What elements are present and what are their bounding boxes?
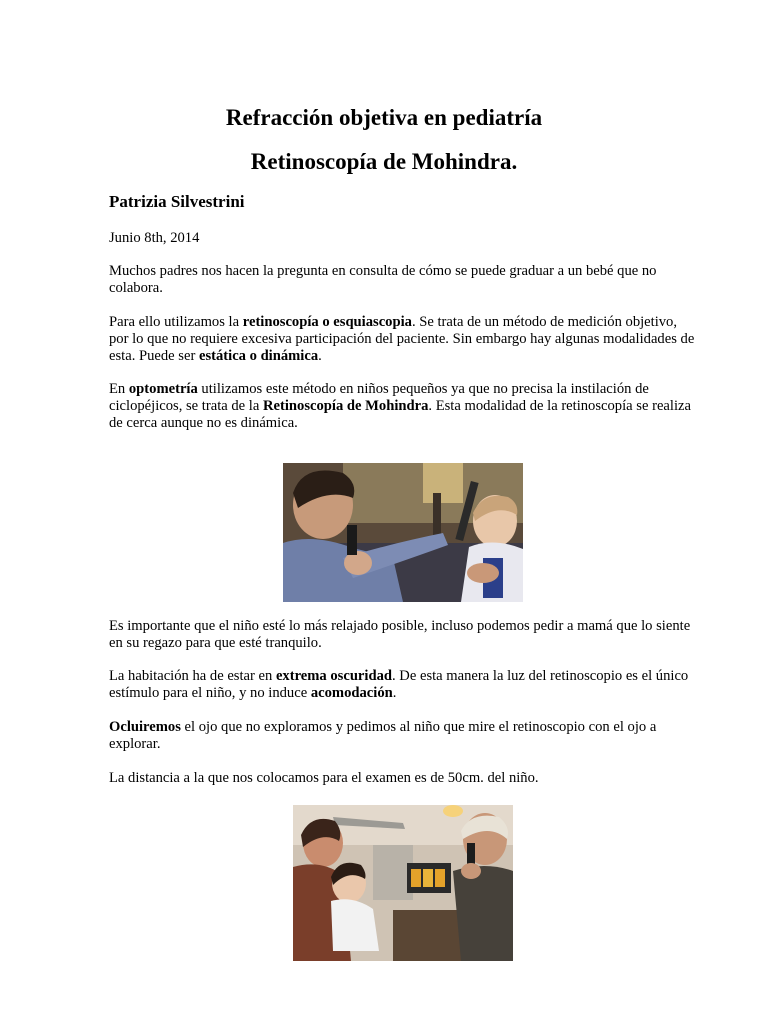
p5-text-a: La habitación ha de estar en <box>109 668 276 684</box>
photo-examination-room <box>293 805 513 961</box>
p3-text-e: . Esta modalidad de la retinoscopía se realiza de cerca aunque no es dinámica. <box>109 398 691 431</box>
p3-text-c: utilizamos este método en niños pequeños ya que no precisa la instilación de ciclopéjicos, se trata de la <box>109 381 649 414</box>
paragraph-7: La distancia a la que nos colocamos para el examen es de 50cm. del niño. <box>109 770 539 786</box>
p2-bold-estatica: estática o dinámica <box>198 348 319 364</box>
document-title: Refracción objetiva en pediatría <box>225 105 543 130</box>
photo-retinoscopy-baby-image <box>283 463 523 602</box>
document-subtitle: Retinoscopía de Mohindra. <box>250 149 518 174</box>
p2-bold-retinoscopia: retinoscopía o esquiascopia <box>242 314 412 330</box>
p2-text-a: Para ello utilizamos la <box>109 314 243 330</box>
p2-text-e: . <box>318 348 322 364</box>
p5-text-c: . De esta manera la luz del retinoscopio es el único estímulo para el niño, y no induce <box>109 668 689 701</box>
date-line: Junio 8th, 2014 <box>109 230 200 246</box>
author-name: Patrizia Silvestrini <box>109 192 245 211</box>
photo-examination-room-image <box>293 805 513 961</box>
p5-bold-oscuridad: extrema oscuridad <box>275 668 392 684</box>
paragraph-3 <box>109 381 699 432</box>
paragraph-6 <box>109 719 699 753</box>
photo-retinoscopy-baby <box>283 463 523 602</box>
paragraph-5 <box>109 668 699 702</box>
paragraph-4: Es importante que el niño esté lo más relajado posible, incluso podemos pedir a mamá que lo siente en su regazo para que esté tranquilo. <box>109 618 691 651</box>
p6-text-b: el ojo que no exploramos y pedimos al niño que mire el retinoscopio con el ojo a explorar. <box>109 719 657 752</box>
p3-bold-mohindra: Retinoscopía de Mohindra <box>262 398 429 414</box>
paragraph-2 <box>109 314 699 365</box>
p2-text-c: . Se trata de un método de medición objetivo, por lo que no requiere excesiva participación del paciente. Sin embargo hay algunas modalidades de esta. Puede ser <box>109 314 695 364</box>
p5-text-e: . <box>392 685 397 701</box>
p5-bold-acomodacion: acomodación <box>310 685 393 701</box>
paragraph-1: Muchos padres nos hacen la pregunta en consulta de cómo se puede graduar a un bebé que no colabora. <box>109 263 657 296</box>
p3-bold-optometria: optometría <box>128 381 198 397</box>
p3-text-a: En <box>109 381 129 397</box>
p6-bold-ocluiremos: Ocluiremos <box>109 719 181 735</box>
